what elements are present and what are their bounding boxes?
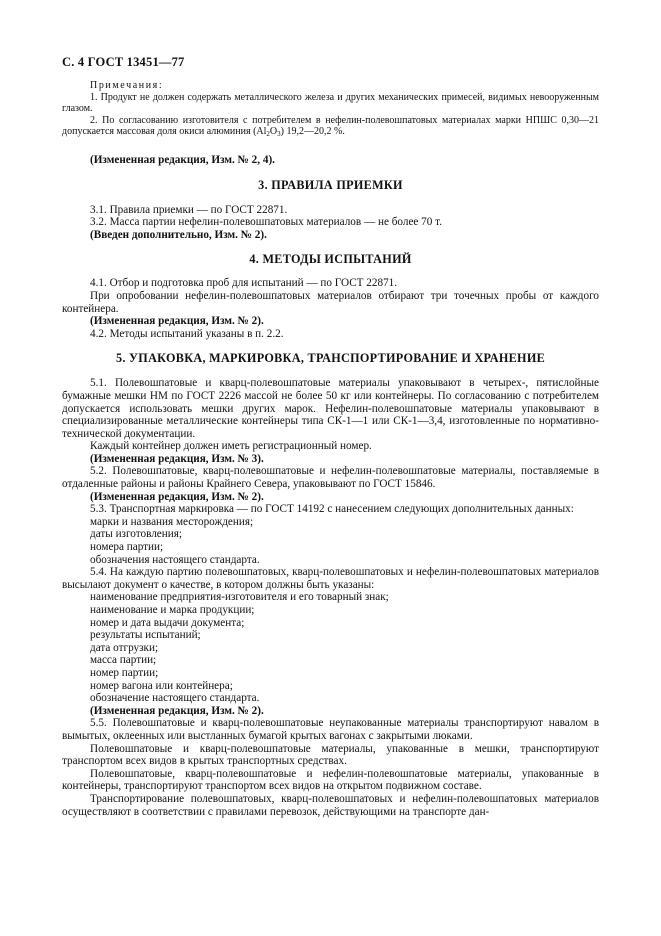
list-item: наименование и марка продукции; bbox=[90, 604, 255, 616]
clause-4-1-text: При опробовании нефелин-полевошпатовых материалов отбирают три точечных пробы от каждого контейнера. bbox=[62, 289, 599, 315]
list-item: дата отгрузки; bbox=[90, 641, 159, 654]
list-item: обозначения настоящего стандарта. bbox=[90, 553, 260, 566]
clause-5-1-text: Каждый контейнер должен иметь регистрационный номер. bbox=[90, 440, 372, 453]
note-2-sub-2: 3 bbox=[277, 130, 281, 139]
list-item: номер и дата выдачи документа; bbox=[90, 616, 245, 629]
list-item: масса партии; bbox=[90, 654, 157, 667]
note-2-sub-1: 2 bbox=[266, 130, 270, 139]
section-4-title: 4. МЕТОДЫ ИСПЫТАНИЙ bbox=[249, 252, 412, 267]
note-2-text: 2. По согласованию изготовителя с потребителем в нефелин-полевошпатовых материалах марки НПШС 0,30—21 допускается массовая доля окиси алюминия (Al bbox=[62, 114, 599, 138]
clause-4-2: 4.2. Методы испытаний указаны в п. 2.2. bbox=[90, 327, 284, 340]
clause-5-4: 5.4. На каждую партию полевошпатовых, кварц-полевошпатовых и нефелин-полевошпатовых материалов высылают документ о качестве, в котором должны быть указаны: bbox=[62, 566, 599, 591]
amendment-note: (Измененная редакция, Изм. № 2, 4). bbox=[90, 153, 275, 166]
list-item: номера партии; bbox=[90, 541, 164, 554]
amendment-note: (Введен дополнительно, Изм. № 2). bbox=[90, 228, 267, 241]
clause-5-2: 5.2. Полевошпатовые, кварц-полевошпатовые и нефелин-полевошпатовые материалы, поставляемые в отдаленные районы и районы Крайнего Севера, упаковывают по ГОСТ 15846. bbox=[62, 465, 599, 491]
amendment-note: (Измененная редакция, Изм. № 3). bbox=[90, 452, 264, 465]
note-2-tail: ) 19,2—20,2 %. bbox=[280, 126, 345, 138]
clause-4-1: 4.1. Отбор и подготовка проб для испытаний — по ГОСТ 22871. bbox=[90, 277, 398, 290]
notes-title: Примечания: bbox=[90, 80, 164, 91]
list-item: номер вагона или контейнера; bbox=[90, 679, 233, 692]
note-2 bbox=[62, 115, 599, 138]
clause-3-1: 3.1. Правила приемки — по ГОСТ 22871. bbox=[90, 203, 288, 216]
clause-5-5-text: Полевошпатовые, кварц-полевошпатовые и нефелин-полевошпатовые материалы, упакованные в контейнеры, транспортируют транспортом всех видов на открытом подвижном составе. bbox=[62, 767, 599, 793]
clause-5-3: 5.3. Транспортная маркировка — по ГОСТ 14192 с нанесением следующих дополнительных данных: bbox=[90, 503, 574, 516]
clause-5-5: 5.5. Полевошпатовые и кварц-полевошпатовые неупакованные материалы транспортируют навалом в вымытых, оклеенных или выстланных бумагой крытых вагонах с закрытыми люками. bbox=[62, 717, 599, 742]
list-item: даты изготовления; bbox=[90, 528, 182, 541]
clause-3-2: 3.2. Масса партии нефелин-полевошпатовых материалов — не более 70 т. bbox=[90, 216, 442, 229]
note-2-formula-o: O bbox=[269, 126, 278, 138]
list-item: результаты испытаний; bbox=[90, 629, 201, 642]
list-item: номер партии; bbox=[90, 666, 159, 679]
notes-block bbox=[62, 80, 599, 138]
list-item: обозначение настоящего стандарта. bbox=[90, 692, 260, 705]
note-1: 1. Продукт не должен содержать металлического железа и других механических примесей, видимых невооруженным глазом. bbox=[62, 91, 599, 115]
page-header: С. 4 ГОСТ 13451—77 bbox=[62, 55, 185, 69]
clause-5-1: 5.1. Полевошпатовые и кварц-полевошпатовые материалы упаковывают в четырех-, пятислойные бумажные мешки НМ по ГОСТ 2226 массой не более 50 кг или контейнеры. По согласованию с потребителем допускается использовать мешки других марок. Нефелин-полевошпатовые материалы упаковывают в специализированные металлические контейнеры типа СК-1—1 или СК-1—3,4, изготовленные по нормативно-технической документации. bbox=[62, 377, 599, 440]
clause-5-5-text: Транспортирование полевошпатовых, кварц-полевошпатовых и нефелин-полевошпатовых материалов осуществляют в соответствии с правилами перевозок, действующими на транспорте дан- bbox=[62, 792, 599, 818]
section-5-title: 5. УПАКОВКА, МАРКИРОВКА, ТРАНСПОРТИРОВАНИЕ И ХРАНЕНИЕ bbox=[115, 351, 546, 366]
list-item: марки и названия месторождения; bbox=[90, 515, 254, 528]
clause-5-5-text: Полевошпатовые и кварц-полевошпатовые материалы, упакованные в мешки, транспортируют транспортом всех видов в крытых транспортных средствах. bbox=[62, 742, 599, 768]
amendment-note: (Измененная редакция, Изм. № 2). bbox=[90, 490, 264, 503]
amendment-note: (Измененная редакция, Изм. № 2). bbox=[90, 315, 264, 328]
list-item: наименование предприятия-изготовителя и его товарный знак; bbox=[90, 591, 389, 604]
amendment-note: (Измененная редакция, Изм. № 2). bbox=[90, 704, 264, 717]
document-body bbox=[62, 80, 599, 818]
section-3-title: 3. ПРАВИЛА ПРИЕМКИ bbox=[258, 177, 403, 192]
